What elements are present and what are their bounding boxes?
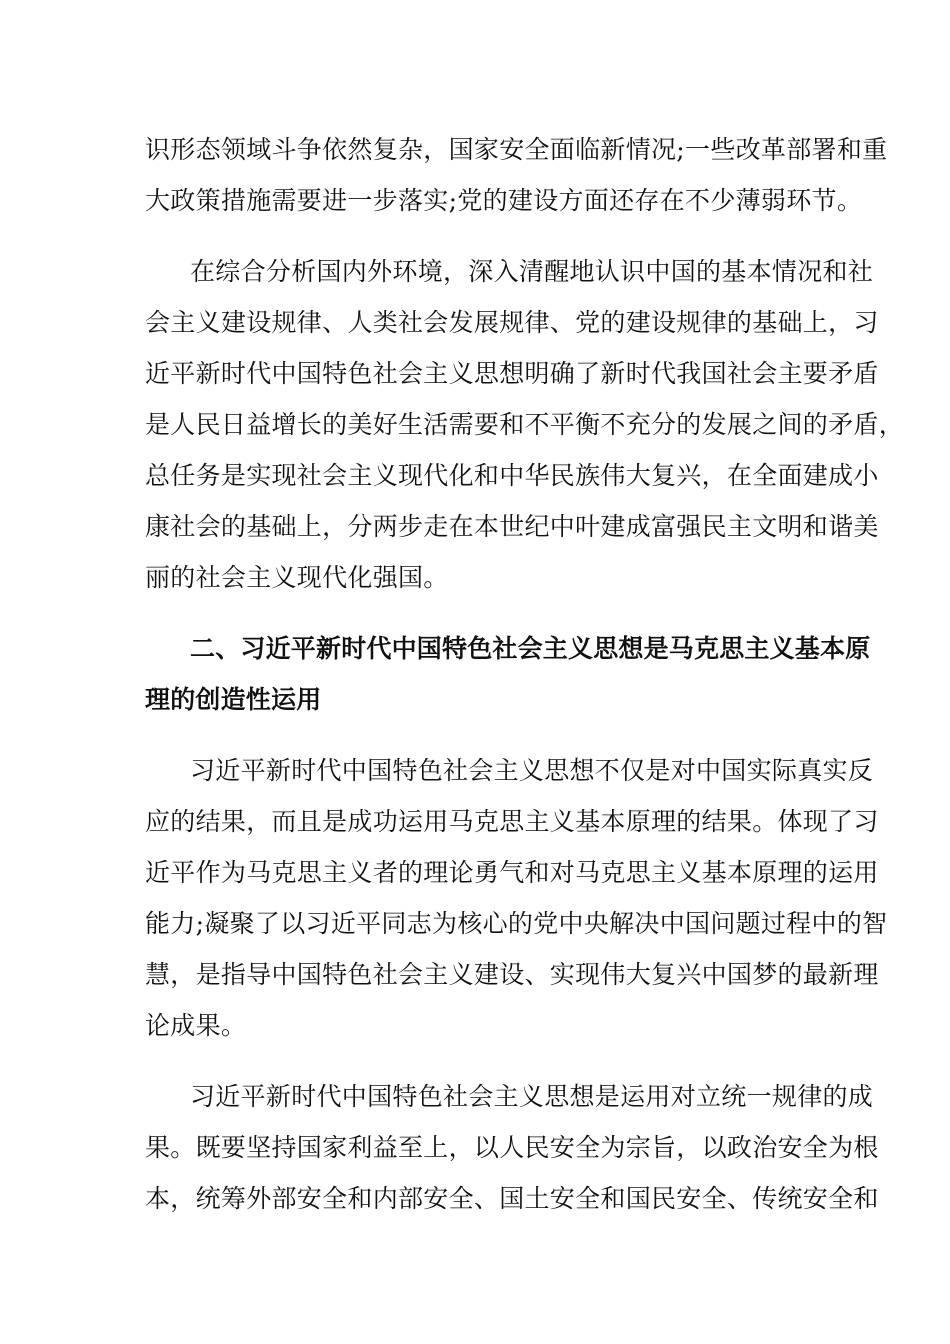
- paragraph-1-line-1: 识形态领域斗争依然复杂，国家安全面临新情况;一些改革部署和重: [145, 135, 888, 164]
- section-heading-line-1: 二、习近平新时代中国特色社会主义思想是马克思主义基本原: [190, 634, 871, 663]
- paragraph-2-line-6: 康社会的基础上，分两步走在本世纪中叶建成富强民主文明和谐美: [145, 512, 879, 541]
- paragraph-3-line-1: 习近平新时代中国特色社会主义思想不仅是对中国实际真实反: [190, 756, 874, 785]
- paragraph-2-line-7: 丽的社会主义现代化强国。: [145, 563, 449, 592]
- section-heading-line-2: 理的创造性运用: [145, 685, 322, 714]
- paragraph-4-line-2: 果。既要坚持国家利益至上，以人民安全为宗旨，以政治安全为根: [145, 1133, 879, 1162]
- paragraph-2-line-4: 是人民日益增长的美好生活需要和不平衡不充分的发展之间的矛盾，: [145, 410, 905, 439]
- paragraph-4-line-1: 习近平新时代中国特色社会主义思想是运用对立统一规律的成: [190, 1082, 874, 1111]
- paragraph-2-line-2: 会主义建设规律、人类社会发展规律、党的建设规律的基础上，习: [145, 308, 879, 337]
- paragraph-3-line-3: 近平作为马克思主义者的理论勇气和对马克思主义基本原理的运用: [145, 858, 879, 887]
- paragraph-3-line-4: 能力;凝聚了以习近平同志为核心的党中央解决中国问题过程中的智: [145, 909, 888, 938]
- paragraph-1-line-2: 大政策措施需要进一步落实;党的建设方面还存在不少薄弱环节。: [145, 186, 863, 215]
- paragraph-3-line-6: 论成果。: [145, 1011, 247, 1040]
- paragraph-2-line-5: 总任务是实现社会主义现代化和中华民族伟大复兴，在全面建成小: [145, 461, 879, 490]
- paragraph-2-line-1: 在综合分析国内外环境，深入清醒地认识中国的基本情况和社: [190, 257, 874, 286]
- paragraph-3-line-2: 应的结果，而且是成功运用马克思主义基本原理的结果。体现了习: [145, 807, 879, 836]
- paragraph-2-line-3: 近平新时代中国特色社会主义思想明确了新时代我国社会主要矛盾: [145, 359, 879, 388]
- paragraph-3-line-5: 慧，是指导中国特色社会主义建设、实现伟大复兴中国梦的最新理: [145, 960, 879, 989]
- paragraph-4-line-3: 本，统筹外部安全和内部安全、国土安全和国民安全、传统安全和: [145, 1184, 879, 1213]
